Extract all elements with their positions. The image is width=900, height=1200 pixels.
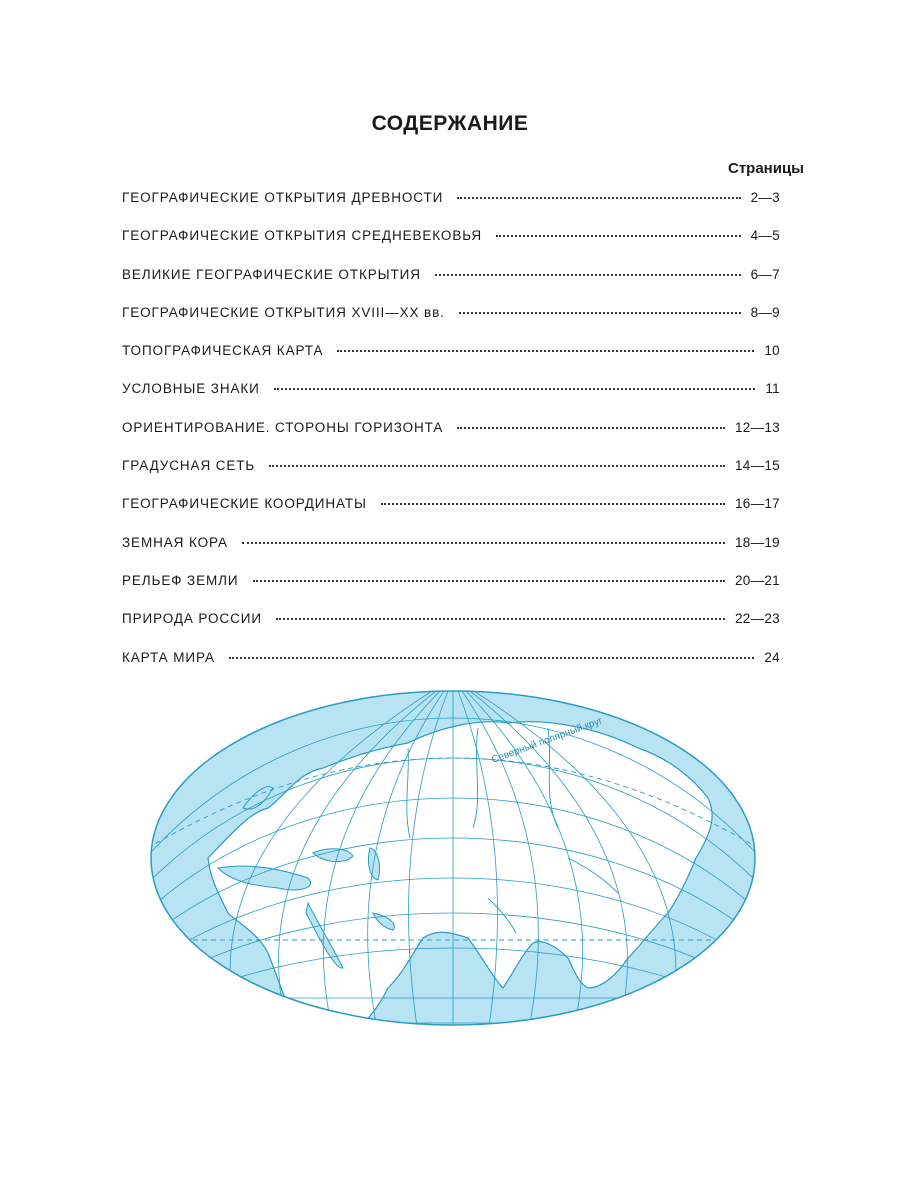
toc-entry-title: КАРТА МИРА <box>122 649 215 665</box>
toc-entry[interactable] <box>122 420 780 458</box>
leader-dots <box>253 580 725 582</box>
toc-entry[interactable] <box>122 190 780 228</box>
toc-entry-pages: 18—19 <box>734 534 780 550</box>
toc-entry-pages: 20—21 <box>734 572 780 588</box>
leader-dots <box>435 274 741 276</box>
leader-dots <box>496 235 741 237</box>
toc-entry-title: РЕЛЬЕФ ЗЕМЛИ <box>122 572 239 588</box>
toc-entry-title: ГЕОГРАФИЧЕСКИЕ ОТКРЫТИЯ ДРЕВНОСТИ <box>122 190 444 205</box>
toc-entry-title: ГРАДУСНАЯ СЕТЬ <box>122 458 256 474</box>
toc-entry-title: ГЕОГРАФИЧЕСКИЕ КООРДИНАТЫ <box>122 496 367 512</box>
toc-entry-pages: 14—15 <box>734 458 780 474</box>
toc-entry[interactable] <box>122 267 780 305</box>
leader-dots <box>381 503 725 505</box>
toc-entry[interactable] <box>122 496 780 534</box>
toc-entry-pages: 10 <box>764 343 780 359</box>
leader-dots <box>274 388 756 390</box>
toc-entry-pages: 12—13 <box>734 419 780 435</box>
toc-entry[interactable] <box>122 228 780 266</box>
toc-entry-title: ТОПОГРАФИЧЕСКАЯ КАРТА <box>122 343 324 359</box>
table-of-contents <box>122 190 780 688</box>
toc-entry[interactable] <box>122 535 780 573</box>
toc-entry-title: УСЛОВНЫЕ ЗНАКИ <box>122 381 260 397</box>
toc-entry[interactable] <box>122 650 780 688</box>
polar-circle-label: Северный полярный круг <box>490 715 605 766</box>
toc-entry-pages: 11 <box>765 381 780 397</box>
toc-entry[interactable] <box>122 573 780 611</box>
toc-entry-pages: 24 <box>764 649 780 665</box>
toc-entry-pages: 4—5 <box>750 228 780 244</box>
toc-entry-title: ГЕОГРАФИЧЕСКИЕ ОТКРЫТИЯ СРЕДНЕВЕКОВЬЯ <box>122 228 483 244</box>
toc-entry[interactable] <box>122 381 780 419</box>
pages-column-header: Страницы <box>728 160 804 177</box>
leader-dots <box>269 465 725 467</box>
toc-entry-title: ОРИЕНТИРОВАНИЕ. СТОРОНЫ ГОРИЗОНТА <box>122 419 444 435</box>
map-svg <box>148 688 758 1028</box>
leader-dots <box>457 427 725 429</box>
toc-entry-pages: 6—7 <box>750 266 780 282</box>
toc-entry-title: ПРИРОДА РОССИИ <box>122 611 262 627</box>
toc-entry[interactable] <box>122 458 780 496</box>
toc-entry-pages: 2—3 <box>750 190 780 205</box>
toc-entry[interactable] <box>122 611 780 649</box>
toc-entry-pages: 22—23 <box>734 611 780 627</box>
toc-entry-title: ВЕЛИКИЕ ГЕОГРАФИЧЕСКИЕ ОТКРЫТИЯ <box>122 266 421 282</box>
toc-entry-pages: 16—17 <box>734 496 780 512</box>
leader-dots <box>459 312 741 314</box>
eurasia-map-illustration <box>148 688 758 1028</box>
leader-dots <box>229 657 755 659</box>
leader-dots <box>242 542 725 544</box>
leader-dots <box>337 350 754 352</box>
toc-entry-title: ЗЕМНАЯ КОРА <box>122 534 228 550</box>
leader-dots <box>276 618 725 620</box>
page-title: СОДЕРЖАНИЕ <box>371 112 529 135</box>
toc-entry[interactable] <box>122 305 780 343</box>
toc-entry-title: ГЕОГРАФИЧЕСКИЕ ОТКРЫТИЯ XVIII—XX вв. <box>122 304 445 320</box>
toc-entry[interactable] <box>122 343 780 381</box>
toc-entry-pages: 8—9 <box>750 304 780 320</box>
leader-dots <box>457 197 740 199</box>
